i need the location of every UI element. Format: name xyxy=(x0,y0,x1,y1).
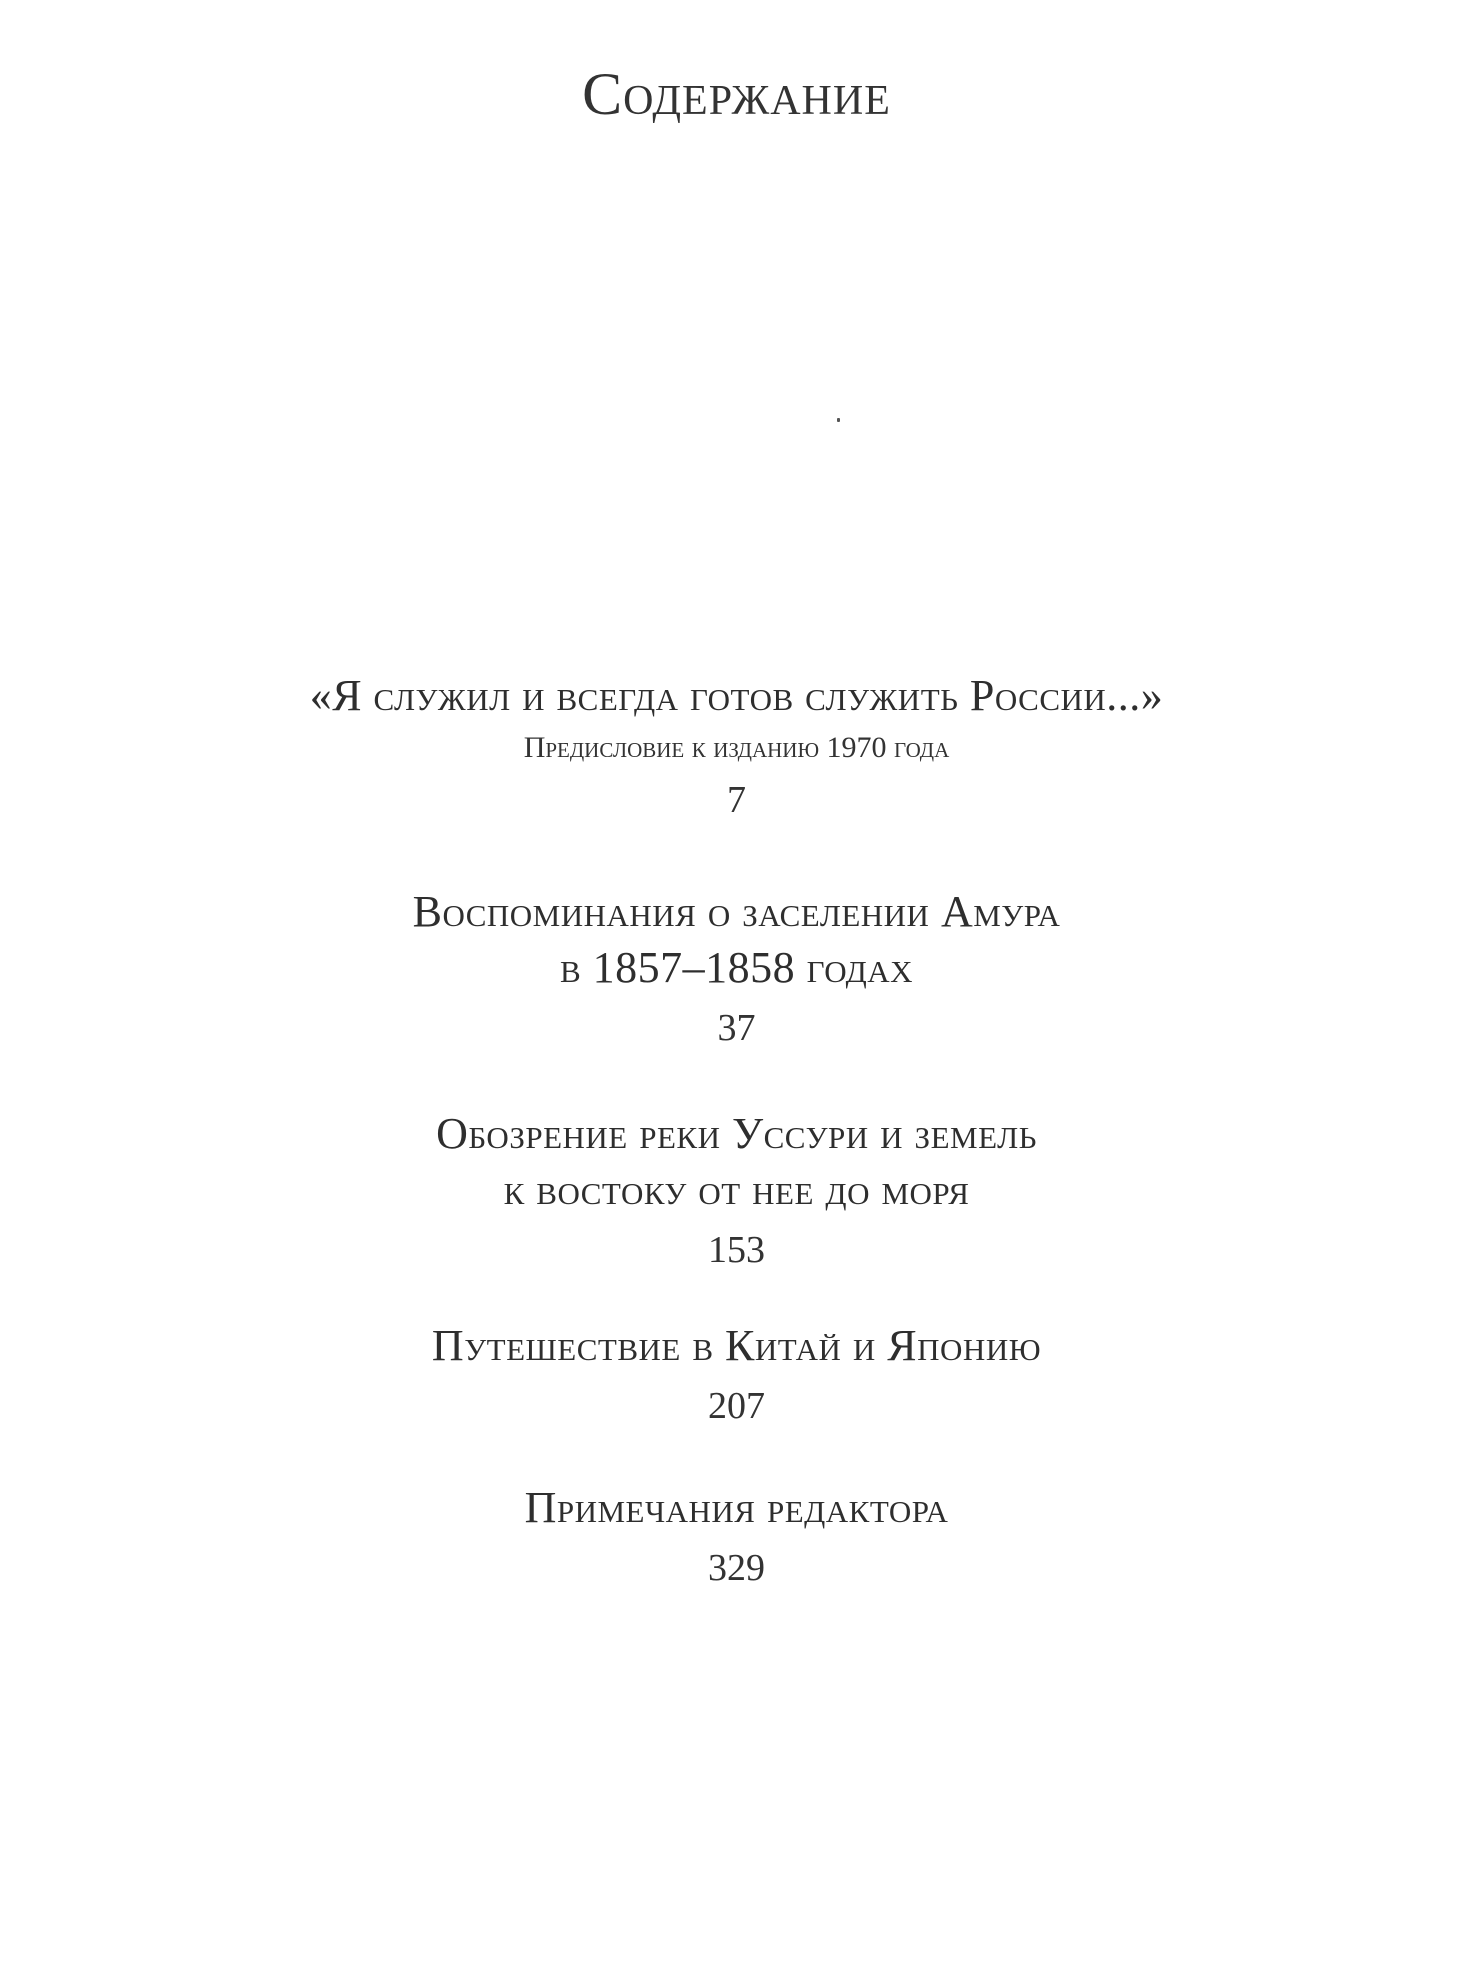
toc-entry-editor-notes[interactable] xyxy=(0,1480,1473,1596)
toc-entry-china-japan-journey[interactable] xyxy=(0,1318,1473,1434)
toc-entry-ussuri-review[interactable] xyxy=(0,1106,1473,1278)
toc-page-number: 37 xyxy=(717,1007,756,1049)
toc-entry-title: «Я служил и всегда готов служить России...» xyxy=(309,671,1164,720)
toc-entry-title: Примечания редактора xyxy=(524,1483,949,1532)
toc-entry-title: Воспоминания о заселении Амура xyxy=(412,887,1061,936)
toc-entry-amur-memoirs[interactable] xyxy=(0,884,1473,1056)
page-title: Содержание xyxy=(582,61,891,127)
toc-entry-title-line-2: к востоку от нее до моря xyxy=(503,1165,970,1214)
toc-entry-subtitle: Предисловие к изданию 1970 года xyxy=(523,731,950,764)
toc-page-number: 329 xyxy=(708,1547,765,1589)
toc-entry-title: Обозрение реки Уссури и земель xyxy=(436,1109,1037,1158)
toc-entry-title: Путешествие в Китай и Японию xyxy=(431,1321,1042,1370)
toc-page-number: 7 xyxy=(727,779,746,821)
toc-page-number: 153 xyxy=(708,1229,765,1271)
toc-entry-title-line-2: в 1857–1858 годах xyxy=(559,943,914,992)
print-speck xyxy=(837,418,840,422)
toc-entry-preface[interactable] xyxy=(0,668,1473,828)
toc-page-number: 207 xyxy=(708,1385,765,1427)
